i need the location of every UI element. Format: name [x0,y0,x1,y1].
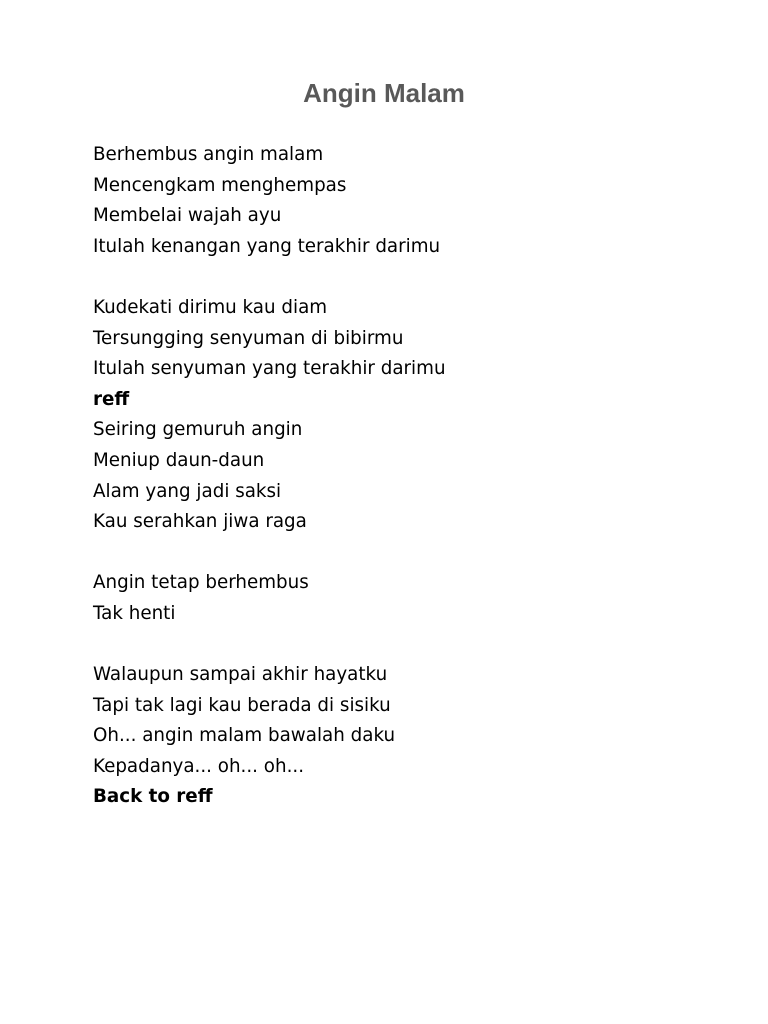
section-marker: Back to reff [93,786,213,808]
page-title: Angin Malam [303,78,465,108]
lyric-line: Walaupun sampai akhir hayatku [93,664,388,686]
lyric-line: Meniup daun-daun [93,449,265,471]
stanza-gap [93,262,713,293]
lyric-line: Seiring gemuruh angin [93,419,303,441]
lyric-line: Angin tetap berhembus [93,572,309,594]
stanza-gap [93,538,713,569]
lyric-line: Itulah senyuman yang terakhir darimu [93,358,446,380]
lyric-line: Membelai wajah ayu [93,205,282,227]
stanza-gap [93,630,713,661]
lyrics-body [93,140,713,813]
lyric-line: Kau serahkan jiwa raga [93,511,307,533]
section-marker: reff [93,388,130,410]
lyric-line: Tak henti [93,602,176,624]
lyric-line: Tersungging senyuman di bibirmu [93,327,404,349]
lyric-line: Oh... angin malam bawalah daku [93,725,396,747]
lyric-line: Mencengkam menghempas [93,174,347,196]
lyric-line: Itulah kenangan yang terakhir darimu [93,235,441,257]
lyric-line: Kepadanya... oh... oh... [93,755,305,777]
lyric-line: Kudekati dirimu kau diam [93,296,328,318]
lyric-line: Berhembus angin malam [93,144,324,165]
lyric-line: Tapi tak lagi kau berada di sisiku [93,694,391,716]
lyric-line: Alam yang jadi saksi [93,480,282,502]
